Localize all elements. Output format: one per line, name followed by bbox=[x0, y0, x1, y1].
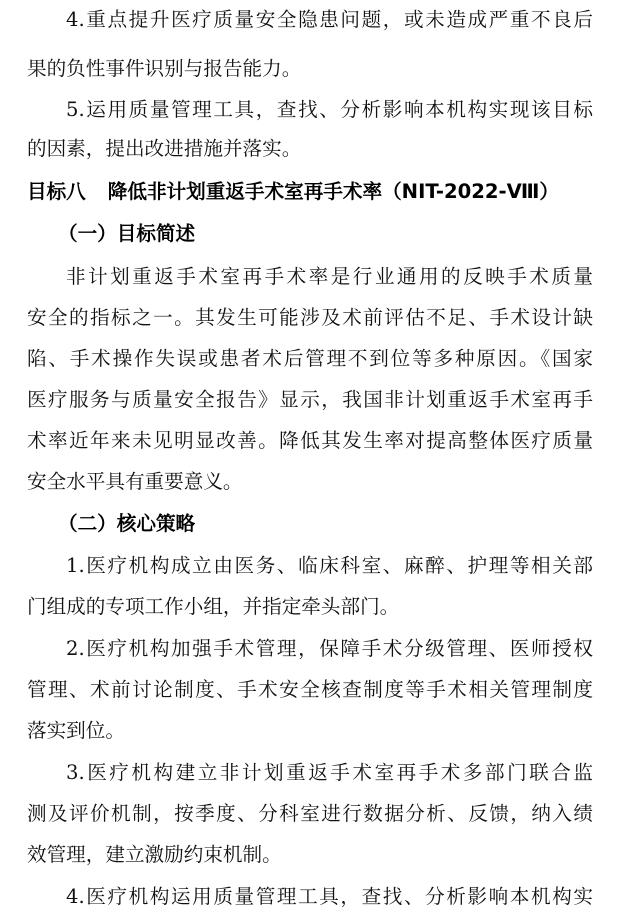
paragraph-line: 4.重点提升医疗质量安全隐患问题，或未造成严重不良后 bbox=[66, 8, 593, 31]
paragraph-line: 5.运用质量管理工具，查找、分析影响本机构实现该目标 bbox=[66, 98, 593, 121]
paragraph-line: 陷、手术操作失误或患者术后管理不到位等多种原因。《国家 bbox=[27, 347, 593, 370]
target-heading bbox=[27, 174, 559, 210]
paragraph-line: 4.医疗机构运用质量管理工具，查找、分析影响本机构实 bbox=[66, 885, 593, 908]
paragraph-line: 的因素，提出改进措施并落实。 bbox=[27, 137, 302, 160]
section-heading-strategy: （二）核心策略 bbox=[58, 512, 196, 535]
paragraph-line: 效管理，建立激励约束机制。 bbox=[27, 843, 282, 866]
paragraph-line: 医疗服务与质量安全报告》显示，我国非计划重返手术室再手 bbox=[27, 388, 593, 411]
target-code: （NIT-2022-Ⅷ） bbox=[382, 180, 560, 203]
target-title: 降低非计划重返手术室再手术率 bbox=[107, 180, 383, 203]
paragraph-line: 非计划重返手术室再手术率是行业通用的反映手术质量 bbox=[66, 265, 593, 288]
paragraph-line: 管理、术前讨论制度、手术安全核查制度等手术相关管理制度 bbox=[27, 678, 593, 701]
paragraph-line: 安全水平具有重要意义。 bbox=[27, 470, 243, 493]
section-heading-summary: （一）目标简述 bbox=[58, 222, 196, 245]
paragraph-line: 安全的指标之一。其发生可能涉及术前评估不足、手术设计缺 bbox=[27, 306, 593, 329]
paragraph-line: 门组成的专项工作小组，并指定牵头部门。 bbox=[27, 595, 400, 618]
paragraph-line: 果的负性事件识别与报告能力。 bbox=[27, 57, 302, 80]
paragraph-line: 1.医疗机构成立由医务、临床科室、麻醉、护理等相关部 bbox=[66, 554, 593, 577]
target-label: 目标八 bbox=[27, 180, 86, 203]
paragraph-line: 术率近年来未见明显改善。降低其发生率对提高整体医疗质量 bbox=[27, 429, 593, 452]
paragraph-line: 落实到位。 bbox=[27, 719, 125, 742]
paragraph-line: 测及评价机制，按季度、分科室进行数据分析、反馈，纳入绩 bbox=[27, 802, 593, 825]
paragraph-line: 2.医疗机构加强手术管理，保障手术分级管理、医师授权 bbox=[66, 637, 593, 660]
paragraph-line: 3.医疗机构建立非计划重返手术室再手术多部门联合监 bbox=[66, 761, 593, 784]
